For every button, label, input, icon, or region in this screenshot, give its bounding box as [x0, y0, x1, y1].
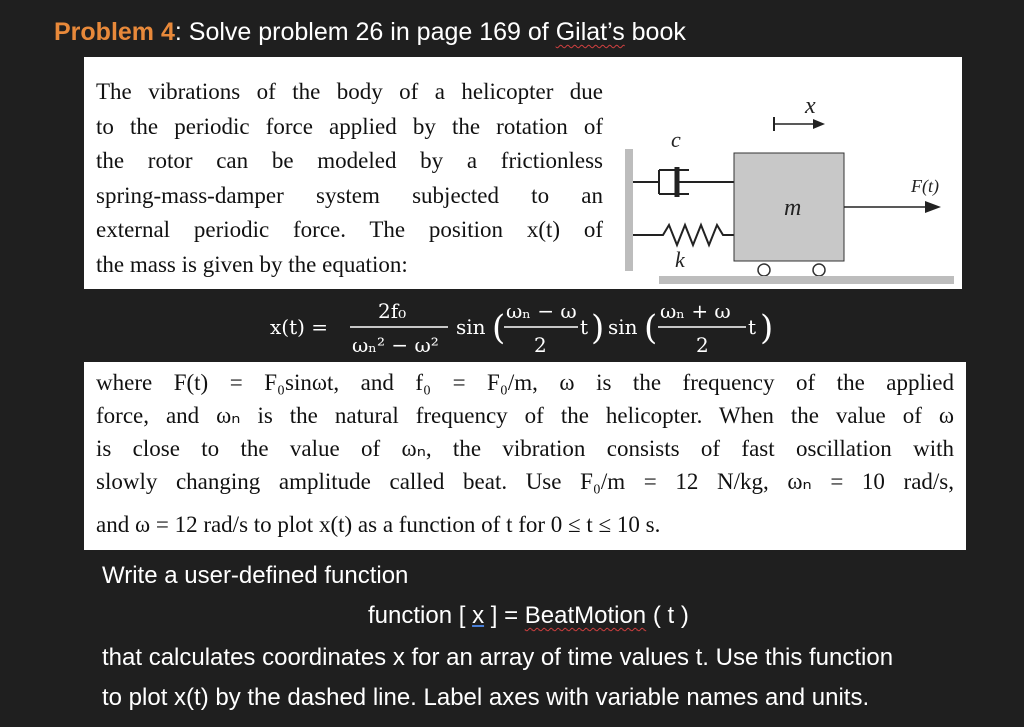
- problem-description: [96, 75, 603, 282]
- parameters-line: where F(t) = F₀sinωt, and f₀ = F₀/m, ω is the frequency of the applied: [96, 370, 954, 395]
- heading-author: Gilat’s: [555, 18, 625, 46]
- x-arrowhead: [813, 119, 825, 129]
- function-signature: [368, 602, 689, 630]
- description-line: spring-mass-damper system subjected to an: [96, 182, 603, 208]
- eq-numerator: 2f₀: [378, 299, 407, 323]
- eq-paren-close-1: ): [591, 308, 605, 348]
- wheel-right: [813, 264, 825, 276]
- c-label: c: [671, 127, 681, 152]
- spring-mass-damper-diagram: [619, 87, 959, 287]
- heading-text-1: : Solve problem 26 in page 169 of: [174, 18, 556, 46]
- parameters-description: [96, 366, 954, 541]
- instruction-line-4: to plot x(t) by the dashed line. Label axes with variable names and units.: [102, 684, 870, 711]
- k-label: k: [675, 247, 685, 272]
- eq-paren-open-2: (: [644, 308, 658, 348]
- eq-arg1-numerator: ωₙ − ω: [506, 299, 577, 323]
- force-label: F(t): [911, 176, 939, 196]
- eq-t1: t: [580, 315, 589, 339]
- parameters-line: and ω = 12 rad/s to plot x(t) as a function of t for 0 ≤ t ≤ 10 s.: [96, 512, 661, 537]
- instruction-line-1: Write a user-defined function: [102, 562, 409, 589]
- function-suffix: ( t ): [646, 602, 689, 629]
- eq-arg2-numerator: ωₙ + ω: [660, 299, 731, 323]
- eq-lhs: x(t) =: [270, 315, 329, 339]
- spring: [633, 225, 734, 245]
- description-line: the mass is given by the equation:: [96, 251, 408, 277]
- description-line: to the periodic force applied by the rotation of: [96, 113, 603, 139]
- problem-heading: [54, 18, 686, 47]
- function-mid: ] =: [484, 602, 525, 629]
- function-name: BeatMotion: [524, 602, 647, 629]
- wheel-left: [758, 264, 770, 276]
- force-arrowhead: [925, 201, 941, 213]
- eq-sin1: sin: [456, 315, 486, 339]
- x-label: x: [805, 93, 816, 119]
- eq-arg2-denominator: 2: [696, 333, 709, 357]
- eq-denominator: ωₙ² − ω²: [352, 333, 439, 357]
- problem-statement-panel: [84, 57, 962, 289]
- description-line: The vibrations of the body of a helicopter due: [96, 79, 603, 104]
- parameters-panel: [84, 362, 966, 550]
- parameters-line: force, and ωₙ is the natural frequency of the helicopter. When the value of ω: [96, 403, 954, 428]
- eq-paren-close-2: ): [760, 308, 774, 348]
- eq-paren-open-1: (: [492, 308, 506, 348]
- instruction-line-3: that calculates coordinates x for an array of time values t. Use this function: [102, 644, 894, 671]
- ground: [659, 276, 954, 284]
- eq-sin2: sin: [608, 315, 638, 339]
- parameters-line: slowly changing amplitude called beat. Use F₀/m = 12 N/kg, ωₙ = 10 rad/s,: [96, 469, 954, 494]
- description-line: the rotor can be modeled by a frictionless: [96, 148, 603, 173]
- m-label: m: [784, 195, 802, 221]
- heading-text-2: book: [624, 18, 686, 46]
- problem-label: Problem 4: [54, 18, 175, 46]
- eq-t2: t: [748, 315, 757, 339]
- function-prefix: function [: [368, 602, 473, 629]
- description-line: external periodic force. The position x(t) of: [96, 217, 603, 242]
- function-output-var: x: [472, 602, 485, 629]
- wall: [625, 149, 633, 271]
- eq-arg1-denominator: 2: [534, 333, 547, 357]
- parameters-line: is close to the value of ωₙ, the vibration consists of fast oscillation with: [96, 436, 954, 461]
- beat-equation: [270, 292, 790, 360]
- damper: [633, 167, 734, 197]
